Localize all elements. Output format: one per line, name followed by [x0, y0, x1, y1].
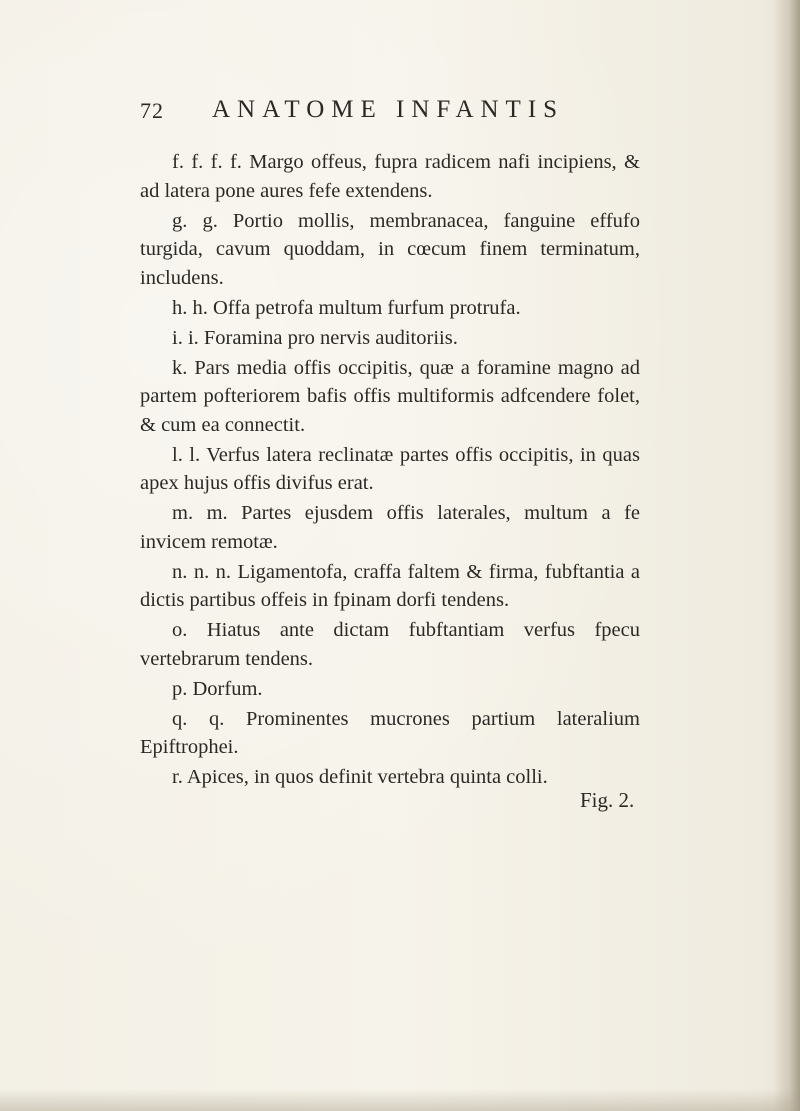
legend-entry-f: f. f. f. f. Margo offeus, fupra radicem nafi incipiens, & ad latera pone aures fefe extendens. [140, 151, 640, 202]
running-title: ANATOME INFANTIS [212, 96, 565, 123]
legend-entry-k: k. Pars media offis occipitis, quæ a foramine magno ad partem pofteriorem bafis offis multiformis adfcendere folet, & cum ea connectit. [140, 356, 640, 436]
legend-entry-m: m. m. Partes ejusdem offis laterales, multum a fe invicem remotæ. [140, 502, 640, 553]
legend-entry-p: p. Dorfum. [172, 677, 263, 700]
legend-entry-i: i. i. Foramina pro nervis auditoriis. [172, 326, 458, 349]
page-number: 72 [140, 98, 164, 123]
legend-entry-n: n. n. n. Ligamentofa, craffa faltem & firma, fubftantia a dictis partibus offeis in fpinam dorfi tendens. [140, 560, 640, 611]
legend-entry-r: r. Apices, in quos definit vertebra quinta colli. [172, 766, 548, 788]
catchword: Fig. 2. [580, 788, 635, 812]
legend-text [140, 148, 640, 793]
legend-entry-h: h. h. Offa petrofa multum furfum protrufa. [172, 296, 521, 319]
page-bottom-shadow [0, 1089, 800, 1111]
legend-entry-g: g. g. Portio mollis, membranacea, fanguine effufo turgida, cavum quoddam, in cœcum finem terminatum, includens. [140, 209, 640, 289]
legend-entry-o: o. Hiatus ante dictam fubftantiam verfus fpecu vertebrarum tendens. [140, 619, 640, 670]
legend-entry-q: q. q. Prominentes mucrones partium lateralium Epiftrophei. [140, 707, 640, 758]
legend-entry-l: l. l. Verfus latera reclinatæ partes offis occipitis, in quas apex hujus offis divifus erat. [140, 443, 640, 494]
page-header [140, 96, 660, 132]
page-edge-shadow [774, 0, 800, 1111]
